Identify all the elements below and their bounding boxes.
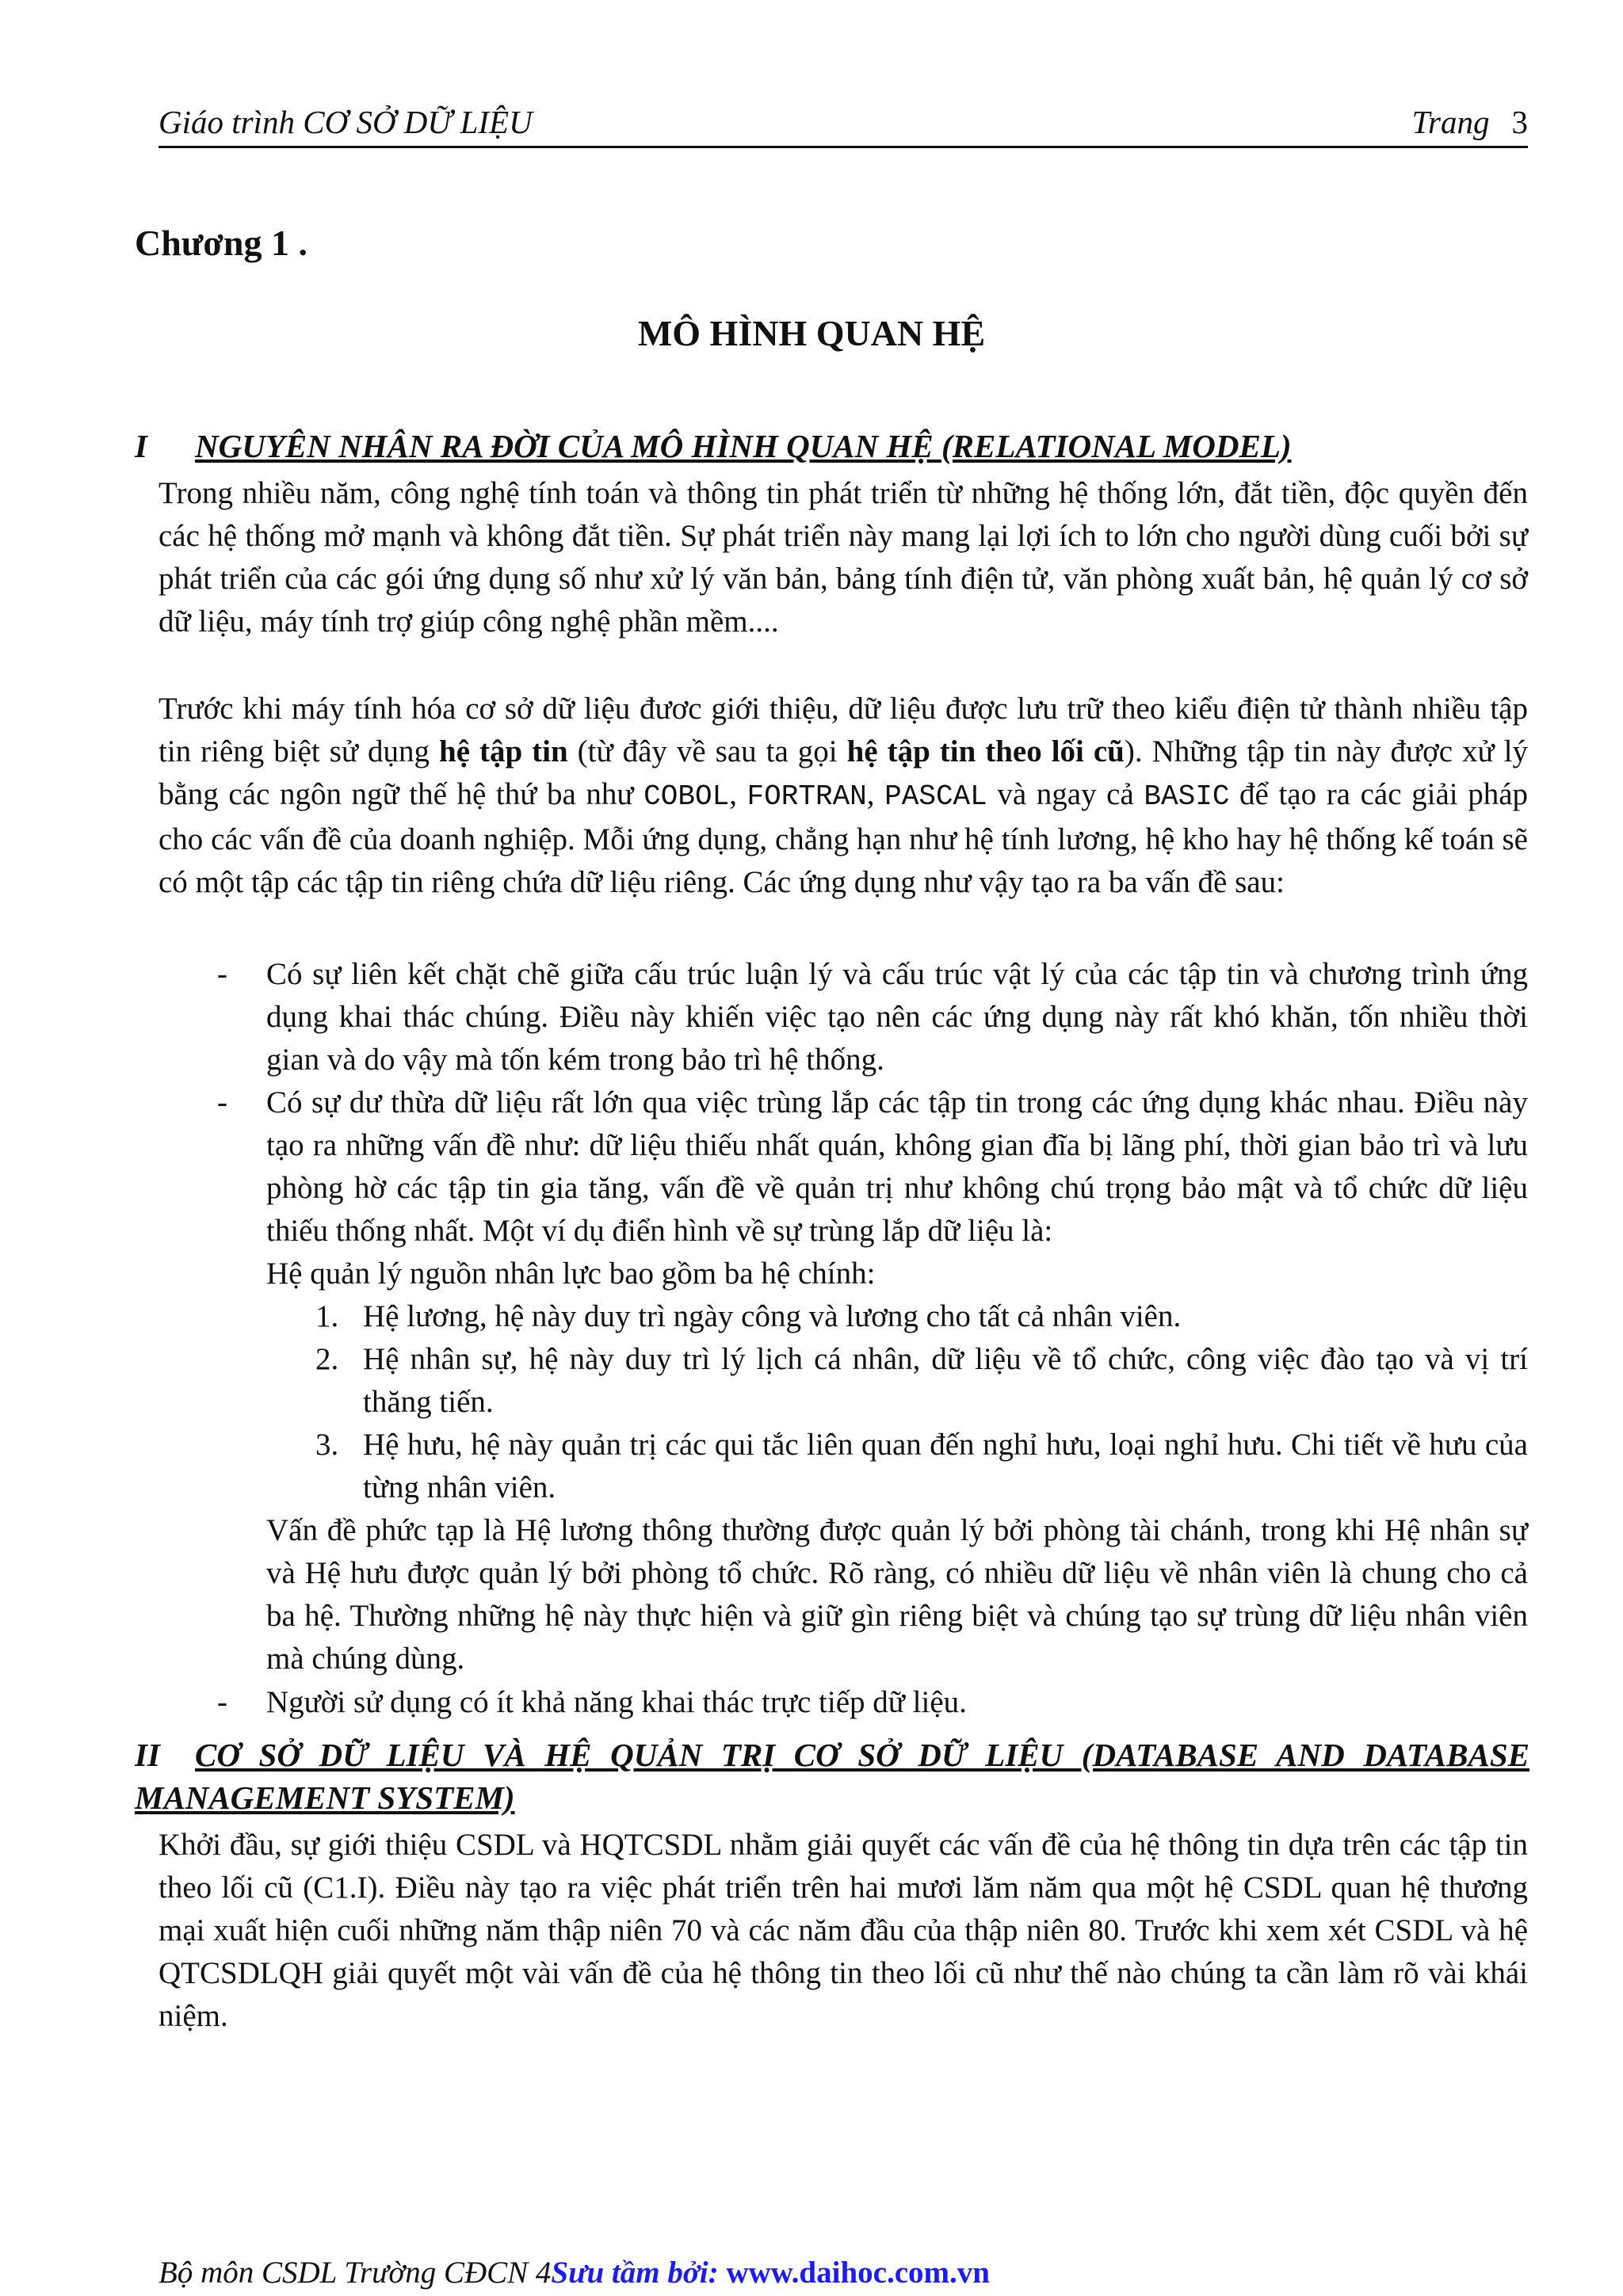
header-page [1412, 103, 1529, 141]
bullet-continuation: Vấn đề phức tạp là Hệ lương thông thường được quản lý bởi phòng tài chánh, trong khi Hệ nhân sự và Hệ hưu được quản lý bởi phòng tổ chức. Rõ ràng, có nhiều dữ liệu về nhân viên là chung cho cả ba hệ. Thường những hệ này thực hiện và giữ gìn riêng biệt và chúng tạo sự trùng dữ liệu nhân viên mà chúng dùng. [266, 1513, 1528, 1676]
section-1-heading [135, 425, 1529, 467]
section-1-number: I [135, 428, 147, 464]
page-label: Trang [1411, 104, 1490, 140]
section-1-title: NGUYÊN NHÂN RA ĐỜI CỦA MÔ HÌNH QUAN HỆ (RELATIONAL MODEL) [195, 428, 1292, 464]
bullet-dash: - [217, 1685, 227, 1719]
section-1-paragraph-2: Trước khi máy tính hóa cơ sở dữ liệu đươc giới thiệu, dữ liệu được lưu trữ theo kiểu điện tử thành nhiều tập tin riêng biệt sử dụng hệ tập tin (từ đây về sau ta gọi hệ tập tin theo lối cũ). Những tập tin này được xử lý bằng các ngôn ngữ thế hệ thứ ba như COBOL, FORTRAN, PASCAL và ngay cả BASIC để tạo ra các giải pháp cho các vấn đề của doanh nghiệp. Mỗi ứng dụng, chẳng hạn như hệ tính lương, hệ kho hay hệ thống kế toán sẽ có một tập các tập tin riêng chứa dữ liệu riêng. Các ứng dụng như vậy tạo ra ba vấn đề sau: [158, 692, 1529, 899]
bullet-item [158, 1681, 1528, 1724]
bullet-dash: - [217, 957, 227, 991]
section-2-heading [135, 1733, 1529, 1819]
page-footer [158, 2255, 990, 2290]
footer-text: Bộ môn CSDL Trường CĐCN 4 [158, 2256, 552, 2290]
bullet-text: Người sử dụng có ít khả năng khai thác trực tiếp dữ liệu. [266, 1685, 967, 1719]
list-item: 2. Hệ nhân sự, hệ này duy trì lý lịch cá nhân, dữ liệu về tổ chức, công việc đào tạo và vị trí thăng tiến. [315, 1342, 1528, 1419]
list-item: 1. Hệ lương, hệ này duy trì ngày công và lương cho tất cả nhân viên. [315, 1299, 1182, 1333]
bold-term: hệ tập tin theo lối cũ [846, 734, 1125, 769]
code-term: COBOL [643, 780, 730, 813]
list-item: 3. Hệ hưu, hệ này quản trị các qui tắc liên quan đến nghỉ hưu, loại nghỉ hưu. Chi tiết về hưu của từng nhân viên. [315, 1428, 1528, 1505]
section-2-title: CƠ SỞ DỮ LIỆU VÀ HỆ QUẢN TRỊ CƠ SỞ DỮ LIỆU (DATABASE AND DATABASE MANAGEMENT SYSTEM) [135, 1737, 1529, 1816]
footer-source: Sưu tầm bởi: www.daihoc.com.vn [551, 2256, 990, 2290]
page-number: 3 [1511, 104, 1528, 140]
bullet-text: Có sự dư thừa dữ liệu rất lớn qua việc trùng lắp các tập tin trong các ứng dụng khác nhau. Điều này tạo ra những vấn đề như: dữ liệu thiếu nhất quán, không gian đĩa bị lãng phí, thời gian bảo trì và lưu phòng hờ các tập tin gia tăng, vấn đề về quản trị như không chú trọng bảo mật và tổ chức dữ liệu thiếu thống nhất. Một ví dụ điển hình về sự trùng lắp dữ liệu là: [266, 1085, 1528, 1248]
bullet-text: Có sự liên kết chặt chẽ giữa cấu trúc luận lý và cấu trúc vật lý của các tập tin và chương trình ứng dụng khai thác chúng. Điều này khiến việc tạo nên các ứng dụng này rất khó khăn, tốn nhiều thời gian và do vậy mà tốn kém trong bảo trì hệ thống. [266, 957, 1528, 1077]
header-title: Giáo trình CƠ SỞ DỮ LIỆU [158, 104, 533, 140]
source-link[interactable]: www.daihoc.com.vn [726, 2256, 990, 2290]
section-2-paragraph-1: Khởi đầu, sự giới thiệu CSDL và HQTCSDL nhằm giải quyết các vấn đề của hệ thông tin dựa trên các tập tin theo lối cũ (C1.I). Điều này tạo ra việc phát triển trên hai mươi lăm năm qua một hệ CSDL quan hệ thương mại xuất hiện cuối những năm thập niên 70 và các năm đầu của thập niên 80. Trước khi xem xét CSDL và hệ QTCSDLQH giải quyết một vài vấn đề của hệ thông tin theo lối cũ như thế nào chúng ta cần làm rõ vài khái niệm. [158, 1828, 1528, 2033]
bullet-item [158, 1081, 1528, 1680]
bullet-dash: - [217, 1085, 227, 1119]
bullet-subtext: Hệ quản lý nguồn nhân lực bao gồm ba hệ chính: [266, 1257, 876, 1291]
section-2-number: II [135, 1737, 160, 1773]
chapter-title: MÔ HÌNH QUAN HỆ [637, 313, 986, 353]
page-header [158, 98, 1528, 148]
code-term: PASCAL [884, 780, 987, 813]
bullet-item [158, 953, 1528, 1081]
section-1-paragraph-1: Trong nhiều năm, công nghệ tính toán và thông tin phát triển từ những hệ thống lớn, đắt tiền, độc quyền đến các hệ thống mở mạnh và không đắt tiền. Sự phát triển này mang lại lợi ích to lớn cho người dùng cuối bởi sự phát triển của các gói ứng dụng số như xử lý văn bản, bảng tính điện tử, văn phòng xuất bản, hệ quản lý cơ sở dữ liệu, máy tính trợ giúp công nghệ phần mềm.... [158, 476, 1528, 639]
code-term: BASIC [1144, 780, 1230, 813]
code-term: FORTRAN [747, 780, 867, 813]
bold-term: hệ tập tin [439, 734, 568, 769]
numbered-list [266, 1295, 1528, 1509]
chapter-heading: Chương 1 . [135, 223, 307, 263]
